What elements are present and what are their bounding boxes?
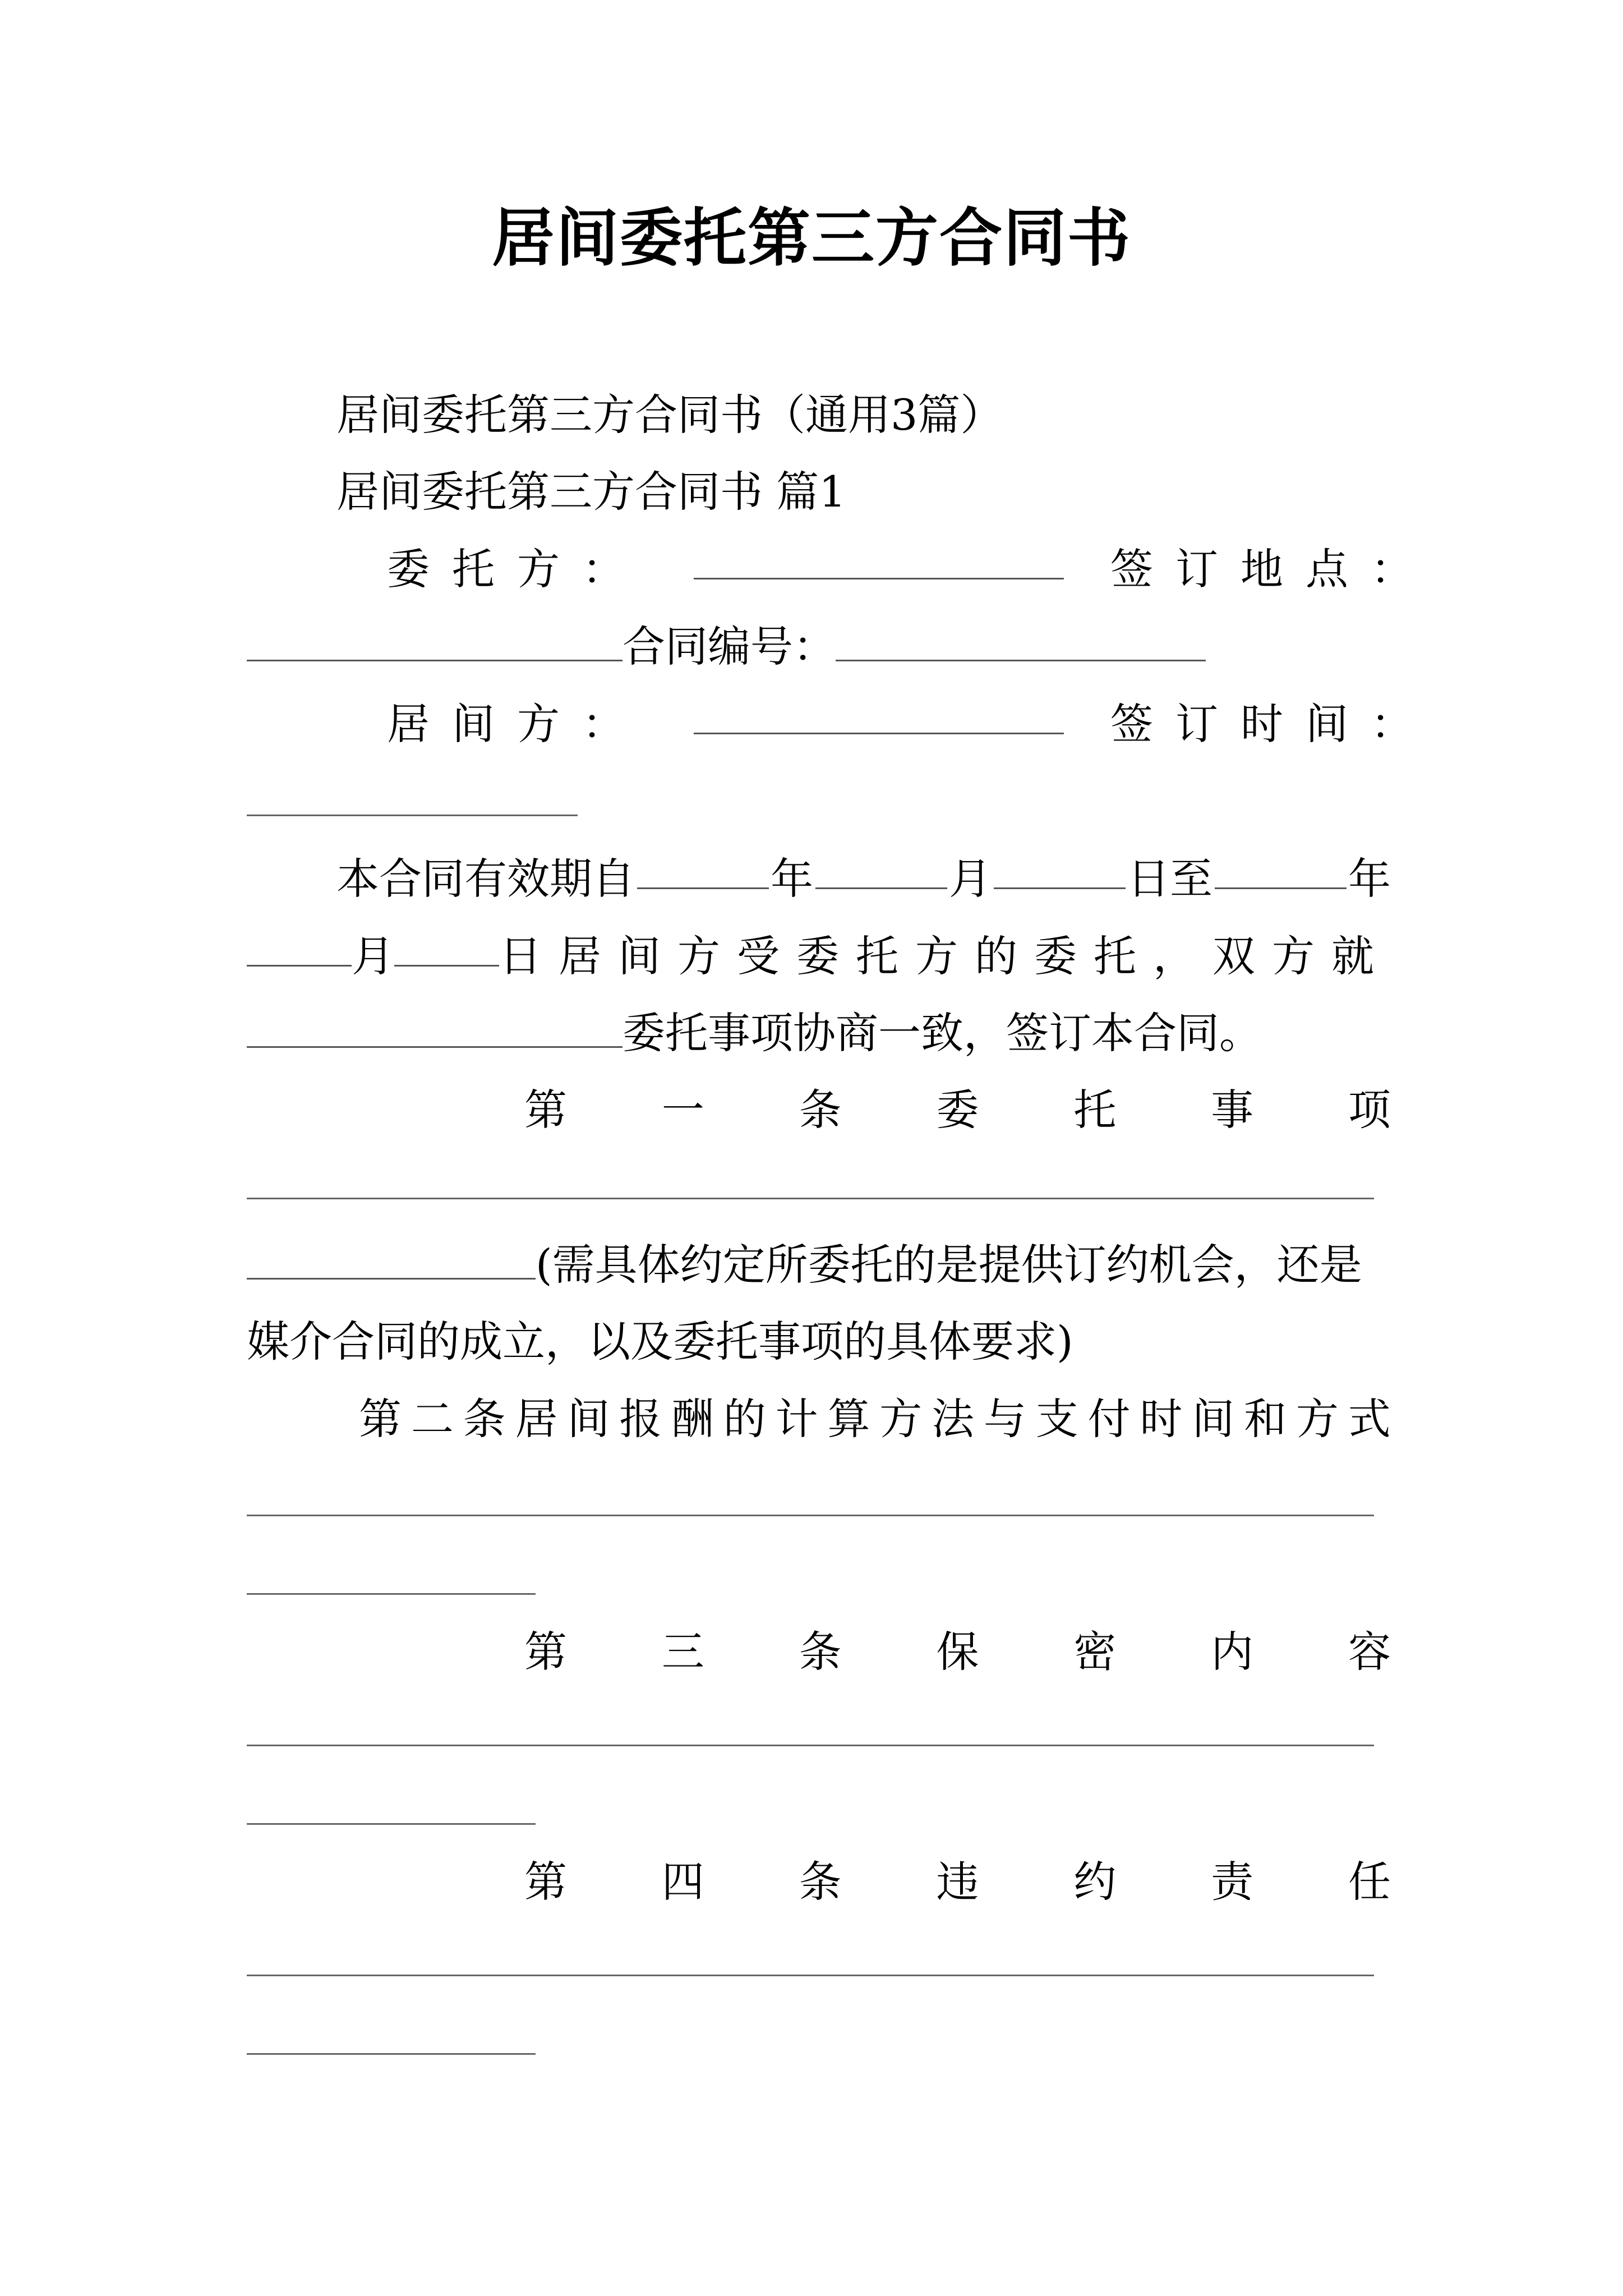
article-2-char: 间 (567, 1394, 610, 1444)
broker-party-line (387, 693, 1436, 755)
entrust-label: 委托方： (387, 544, 647, 594)
article-2-char: 居 (515, 1394, 558, 1444)
article-1-char: 托 (1073, 1085, 1117, 1135)
start-day-field[interactable] (994, 848, 1126, 889)
article-2-heading (359, 1388, 1391, 1450)
matter-field[interactable] (247, 1007, 623, 1048)
article-4-char: 约 (1073, 1857, 1117, 1907)
document-title: 居间委托第三方合同书 (492, 201, 1131, 275)
article-4-blank-1[interactable] (247, 1975, 1374, 1976)
contract-number-line (247, 616, 1206, 678)
article-2-char: 与 (983, 1394, 1026, 1444)
subtitle: 居间委托第三方合同书（通用3篇） (336, 390, 1003, 440)
article-1-heading (524, 1079, 1391, 1141)
start-year-field[interactable] (637, 848, 769, 889)
article-4-heading (524, 1851, 1391, 1913)
article-4-char: 责 (1211, 1857, 1254, 1907)
contract-no-field[interactable] (836, 620, 1206, 661)
article-2-char: 酬 (671, 1394, 714, 1444)
article-2-char: 二 (411, 1394, 454, 1444)
chapter-heading: 居间委托第三方合同书 篇1 (336, 467, 846, 517)
article-4-char: 条 (799, 1857, 842, 1907)
article-2-char: 间 (1192, 1394, 1235, 1444)
article-4-char: 第 (524, 1857, 567, 1907)
article-1-blank-2[interactable] (247, 1239, 536, 1280)
article-1-char: 第 (524, 1085, 567, 1135)
article-1-note-line-1: (需具体约定所委托的是提供订约机会，还是 (247, 1234, 1362, 1296)
sign-place-label: 签订地点： (1110, 544, 1436, 594)
article-3-char: 容 (1348, 1627, 1391, 1677)
article-4-char: 四 (661, 1857, 704, 1907)
entrust-party-line (387, 539, 1436, 600)
sign-time-field[interactable] (247, 815, 578, 816)
article-3-blank-2[interactable] (247, 1823, 536, 1825)
article-2-char: 和 (1244, 1394, 1287, 1444)
article-2-blank-2[interactable] (247, 1593, 536, 1595)
end-year-field[interactable] (1215, 848, 1347, 889)
article-2-char: 方 (879, 1394, 923, 1444)
start-month-field[interactable] (815, 848, 947, 889)
article-2-char: 报 (619, 1394, 662, 1444)
article-2-char: 方 (1295, 1394, 1339, 1444)
article-1-char: 委 (936, 1085, 979, 1135)
article-3-heading (524, 1621, 1391, 1683)
validity-line-1: 本合同有效期自 年 月 日至 年 (336, 848, 1391, 910)
article-3-char: 条 (799, 1627, 842, 1677)
broker-label: 居间方： (387, 699, 647, 749)
sign-time-label: 签订时间： (1110, 699, 1436, 749)
article-2-char: 的 (723, 1394, 766, 1444)
end-day-field[interactable] (394, 926, 499, 967)
article-4-char: 违 (936, 1857, 979, 1907)
article-3-char: 密 (1073, 1627, 1117, 1677)
article-3-char: 三 (661, 1627, 704, 1677)
validity-line-2: 月 日居间方受委托方的委托，双方就 (247, 926, 1391, 987)
broker-party-field[interactable] (694, 693, 1064, 734)
article-2-char: 付 (1087, 1394, 1131, 1444)
article-3-char: 第 (524, 1627, 567, 1677)
article-1-char: 事 (1211, 1085, 1254, 1135)
article-2-char: 计 (775, 1394, 818, 1444)
end-month-field[interactable] (247, 926, 352, 967)
validity-line-3: 委托事项协商一致，签订本合同。 (247, 1002, 1262, 1064)
article-2-char: 算 (827, 1394, 870, 1444)
article-1-char: 项 (1348, 1085, 1391, 1135)
article-3-blank-1[interactable] (247, 1745, 1374, 1746)
article-2-char: 法 (932, 1394, 975, 1444)
article-3-char: 保 (936, 1627, 979, 1677)
article-1-blank-1[interactable] (247, 1198, 1374, 1199)
entrust-party-field[interactable] (694, 539, 1064, 579)
article-1-note-line-2: 媒介合同的成立，以及委托事项的具体要求) (247, 1317, 1073, 1366)
article-2-char: 支 (1035, 1394, 1078, 1444)
article-2-blank-1[interactable] (247, 1515, 1374, 1516)
article-4-blank-2[interactable] (247, 2053, 536, 2055)
contract-no-label: 合同编号： (623, 622, 836, 671)
article-3-char: 内 (1211, 1627, 1254, 1677)
article-4-char: 任 (1348, 1857, 1391, 1907)
article-1-char: 条 (799, 1085, 842, 1135)
article-2-char: 时 (1140, 1394, 1183, 1444)
article-2-char: 式 (1348, 1394, 1391, 1444)
sign-place-field[interactable] (247, 620, 623, 661)
article-1-char: 一 (661, 1085, 704, 1135)
article-2-char: 第 (359, 1394, 402, 1444)
article-2-char: 条 (463, 1394, 506, 1444)
